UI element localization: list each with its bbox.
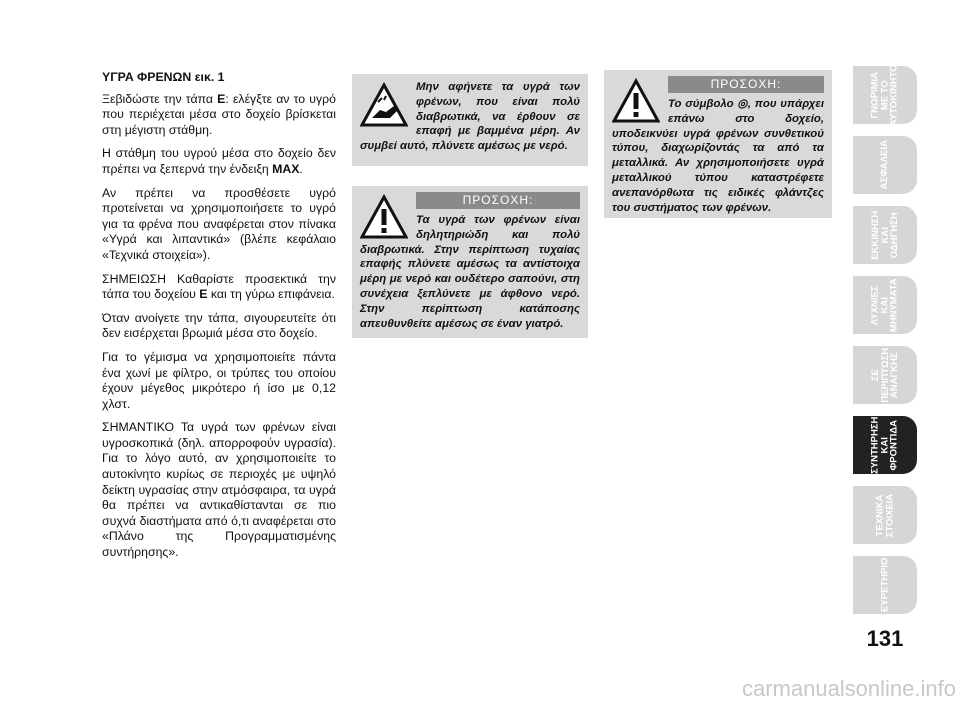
warning-header: ΠΡΟΣΟΧΗ: xyxy=(416,192,580,209)
tab-technical-data[interactable]: ΤΕΧΝΙΚΑ ΣΤΟΙΧΕΙΑ xyxy=(853,486,917,544)
warning-box-symbol xyxy=(604,70,832,218)
paragraph-7: ΣΗΜΑΝΤΙΚΟ Τα υγρά των φρένων είναι υγροσκοπικά (δηλ. απορροφούν υγρασία). Για το λόγο αυτό, αν χρησιμοποιείτε το αυτοκίνητο κυρίως σε περιοχές με υψηλό δείκτη υγρασίας στην ατμόσφαιρα, τα υγρά θα πρέπει να αντικαθίστανται σε πιο συχνά διαστήματα από ό,τι αναφέρεται στο «Πλάνο της Προγραμματισμένης συντήρησης». xyxy=(102,420,336,560)
paragraph-2: Η στάθμη του υγρού μέσα στο δοχείο δεν πρέπει να ξεπερνά την ένδειξη MAX. xyxy=(102,146,336,176)
tab-starting-driving[interactable]: ΕΚΚΙΝΗΣΗ ΚΑΙ ΟΔΗΓΗΣΗ xyxy=(853,206,917,264)
tab-safety[interactable]: ΑΣΦΑΛΕΙΑ xyxy=(853,136,917,194)
page-number: 131 xyxy=(866,626,904,651)
paragraph-1: Ξεβιδώστε την τάπα E: ελέγξτε αν το υγρό που περιέχεται μέσα στο δοχείο βρίσκεται στη μέγιστη στάθμη. xyxy=(102,91,336,137)
warning-box-toxic xyxy=(352,186,588,338)
section-heading: ΥΓΡΑ ΦΡΕΝΩΝ εικ. 1 xyxy=(102,70,225,84)
paragraph-4: ΣΗΜΕΙΩΣΗ Καθαρίστε προσεκτικά την τάπα του δοχείου E και τη γύρω επιφάνεια. xyxy=(102,271,336,302)
warning-triangle-icon xyxy=(612,78,660,124)
synthetic-fluid-symbol-icon: ◎ xyxy=(737,98,748,110)
tab-index[interactable]: ΕΥΡΕΤΗΡΙΟ xyxy=(853,556,917,614)
tab-getting-to-know[interactable]: ΓΝΩΡΙΜΙΑ ΜΕ ΤΟ ΑΥΤΟΚΙΝΗΤΟ xyxy=(853,66,917,124)
tab-maintenance[interactable]: ΣΥΝΤΗΡΗΣΗ ΚΑΙ ΦΡΟΝΤΙΔΑ xyxy=(853,416,917,474)
warning-text-symbol: Το σύμβολο ◎, που υπάρχει επάνω στο δοχείο, υποδεικνύει υγρά φρένων συνθετικού τύπου, διαχωρίζοντάς τα από τα μεταλλικά. Αν χρησιμοποιήσετε υγρά μεταλλικού τύπου καταστρέφετε ανεπανόρθωτα τις ειδικές φλάντζες του συστήματος των φρένων. xyxy=(612,98,824,214)
watermark: carmanualsonline.info xyxy=(741,676,956,701)
tab-lights-messages[interactable]: ΛΥΧΝΙΕΣ ΚΑΙ ΜΗΝΥΜΑΤΑ xyxy=(853,276,917,334)
corrosion-note-box xyxy=(352,74,588,166)
warning-triangle-icon xyxy=(360,194,408,240)
warning-header: ΠΡΟΣΟΧΗ: xyxy=(668,76,824,93)
tab-emergency[interactable]: ΣΕ ΠΕΡΙΠΤΩΣΗ ΑΝΑΓΚΗΣ xyxy=(853,346,917,404)
corrosion-note-text: Μην αφήνετε τα υγρά των φρένων, που είναι πολύ διαβρωτικά, να έρθουν σε επαφή με βαμμένα μέρη. Αν συμβεί αυτό, πλύνετε αμέσως με νερό. xyxy=(360,81,580,153)
paragraph-5: Όταν ανοίγετε την τάπα, σιγουρευτείτε ότι δεν εισέρχεται βρωμιά μέσα στο δοχείο. xyxy=(102,310,336,341)
paragraph-6: Για το γέμισμα να χρησιμοποιείτε πάντα ένα χωνί με φίλτρο, οι τρύπες του οποίου έχουν μέγεθος μικρότερο ή ίσο με 0,12 χλστ. xyxy=(102,349,336,411)
paragraph-3: Αν πρέπει να προσθέσετε υγρό προτείνεται να χρησιμοποιήσετε το υγρό για τα φρένα που αναφέρεται στον πίνακα «Υγρά και λιπαντικά» (βλέπε κεφάλαιο «Τεχνικά στοιχεία»). xyxy=(102,185,336,262)
warning-text-toxic: Τα υγρά των φρένων είναι δηλητηριώδη και πολύ διαβρωτικά. Στην περίπτωση τυχαίας επαφής πλύνετε αμέσως τα αντίστοιχα μέρη με νερό και ουδέτερο σαπούνι, στη συνέχεια ξεπλύνετε με άφθονο νερό. Στην περίπτωση κατάποσης απευθυνθείτε αμέσως σε έναν γιατρό. xyxy=(360,214,580,330)
corrosion-hand-icon xyxy=(360,82,408,128)
main-text-column xyxy=(102,70,336,569)
